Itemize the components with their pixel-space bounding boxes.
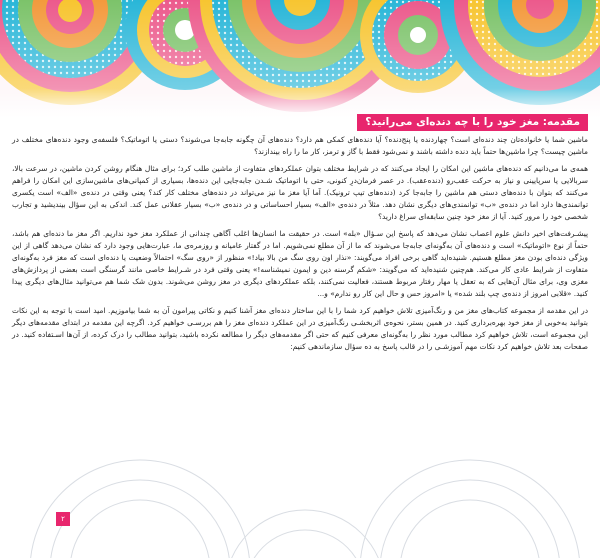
paragraph: در این مقدمه از مجموعه کتاب‌های مغز من و رنگ‌آمیزی تلاش خواهیم کرد شما را با این ساختار دنده‌ای مغز آشنا کنیم و نکاتی پیرامون آن به شما بیاموزیم. امید است با توجه به این نکات بتوانید به‌خوبی از مغز خود بهره‌برداری کنید. در همین بستر، نحوه‌ی اثربخشـی رنگ‌آمیزی در این عملکرد دنده‌ای مغز را هم بررسـی خواهیم کرد. اگرچه این مقدمه در ابتدای مقدمه‌های دیگر این مجموعه است، تلاش خواهیم کرد مطالب مورد نظر را به‌گونه‌ای معرفی کنیم که حتی اگر مقدمه‌های دیگر را مطالعه نکرده باشید، بتوانید مطالب را درک کرده، از آن‌ها اسـتفاده کنید. در صفحات بعد تلاش خواهیم کرد نکات مهم آموزشـی را در قالب پاسخ به ده سؤال سازماندهی کنیم: bbox=[12, 306, 588, 351]
page-number: ۲ bbox=[56, 512, 70, 526]
paragraph: همه‌ی ما می‌دانیم که دنده‌های ماشین این امکان را ایجاد می‌کنند که در شرایط مختلف بتوان عملکردهای متفاوت از ماشین طلب کرد؛ برای مثال هنگام روشن کردن ماشین، در سرعت بالا، سربالایی یا سرپایینی و نیاز به حرکت عقب‌رو (دنده‌عقب). در عصر فرمان‌درِ کنونی، حتی با اتوماتیک شـدن جابه‌جایی این دنده‌ها، بسیاری از کمپانی‌های ماشین‌سازی این امکان را فراهم می‌کنند که بتوان با دنده‌های دستی هم ماشین را جابه‌جا کرد (دنده‌های تیپ ترونیک). آما آیا مغز ما نیز می‌تواند در دنده‌های مختلف کار کند؟ یعنی وقتی در دنده‌ی «الف» است یکسری توانمندی‌ها دارد اما در دنده‌ی «ب» توانمندی‌های دیگری نشان دهد. مثلاً در دنده‌ی «الف» بسیار احساساتی و در دنده‌ی «ب» بسیار عقلانی عمل کند. اندکی به این سؤال بیندیشید و تجارب شخصی خود را مرور کنید. آیا از مغز خود چنین سابقه‌ای سراغ دارید؟ bbox=[12, 164, 588, 221]
paragraph: پیشـرفت‌های اخیر دانش علوم اعصاب نشان می‌دهد که پاسخ این سـؤال «بله» است. در حقیقت ما انسان‌ها اغلب آگاهی چندانی از عملکرد مغز خود نداریم. اگر مغز ما دنده‌ای هم باشد، حتماً از نوع «اتوماتیک» است و دنده‌های آن به‌گونه‌ای جابه‌جا می‌شوند که ما از آن مطلع نمی‌شویم. اما در گفتار عامیانه و روزمره‌ی ما، عبارت‌هایی وجود دارد که نشان می‌دهد گاهی از این ویژگی دنده‌ای بودن مغز مطلع هستیم. شنیده‌اید گاهی برخی افراد می‌گویند: «نذار اون روی سگ من بالا بیاد!» منظور از «روی سگ» احتمالاً وضعیت یا دنده‌ای است که مغز فرد به‌گونه‌ای متفاوت از شرایط عادی کار می‌کند. هم‌چنین شنیده‌اید که می‌گویند: «شکم گرسنه دین و ایمون نمیشناسه!» یعنی وقتی فرد در شـرایط خاصی مانند گرسنگی است بعضی از پردازش‌های مغزی وی، برای مثال آن‌هایی که به تعقل یا مهار رفتار مربوط هستند، فعالیت نمی‌کنند، بلکه عملکردهای دیگری در مغز روشن می‌شوند. بدون شک شما هم می‌توانید مثال‌های دیگری پیدا کنید. «قلابی امروز از دنده‌ی چپ بلند شده» یا «امروز حس و حال این کار رو ندارم» و... bbox=[12, 229, 588, 298]
paragraph: ماشین شما یا خانواده‌تان چند دنده‌ای است؟ چهاردنده یا پنج‌دنده؟ آیا دنده‌های کمکی هم دارد؟ دنده‌های آن چگونه جابه‌جا می‌شوند؟ دستی یا اتوماتیک؟ فلسفه‌ی وجود دنده‌های مختلف در ماشین چیست؟ چرا ماشین‌ها حتماً باید دنده داشته باشند و نمی‌شود فقط با گاز و ترمز، کار ما را راه بیندازند؟ bbox=[12, 135, 588, 156]
mandala-footer-art bbox=[0, 420, 600, 558]
section-heading: مقدمه: مغز خود را با چه دنده‌ای می‌رانید؟ bbox=[357, 114, 588, 131]
article-body bbox=[12, 134, 588, 358]
mandala-header-art bbox=[0, 0, 600, 118]
